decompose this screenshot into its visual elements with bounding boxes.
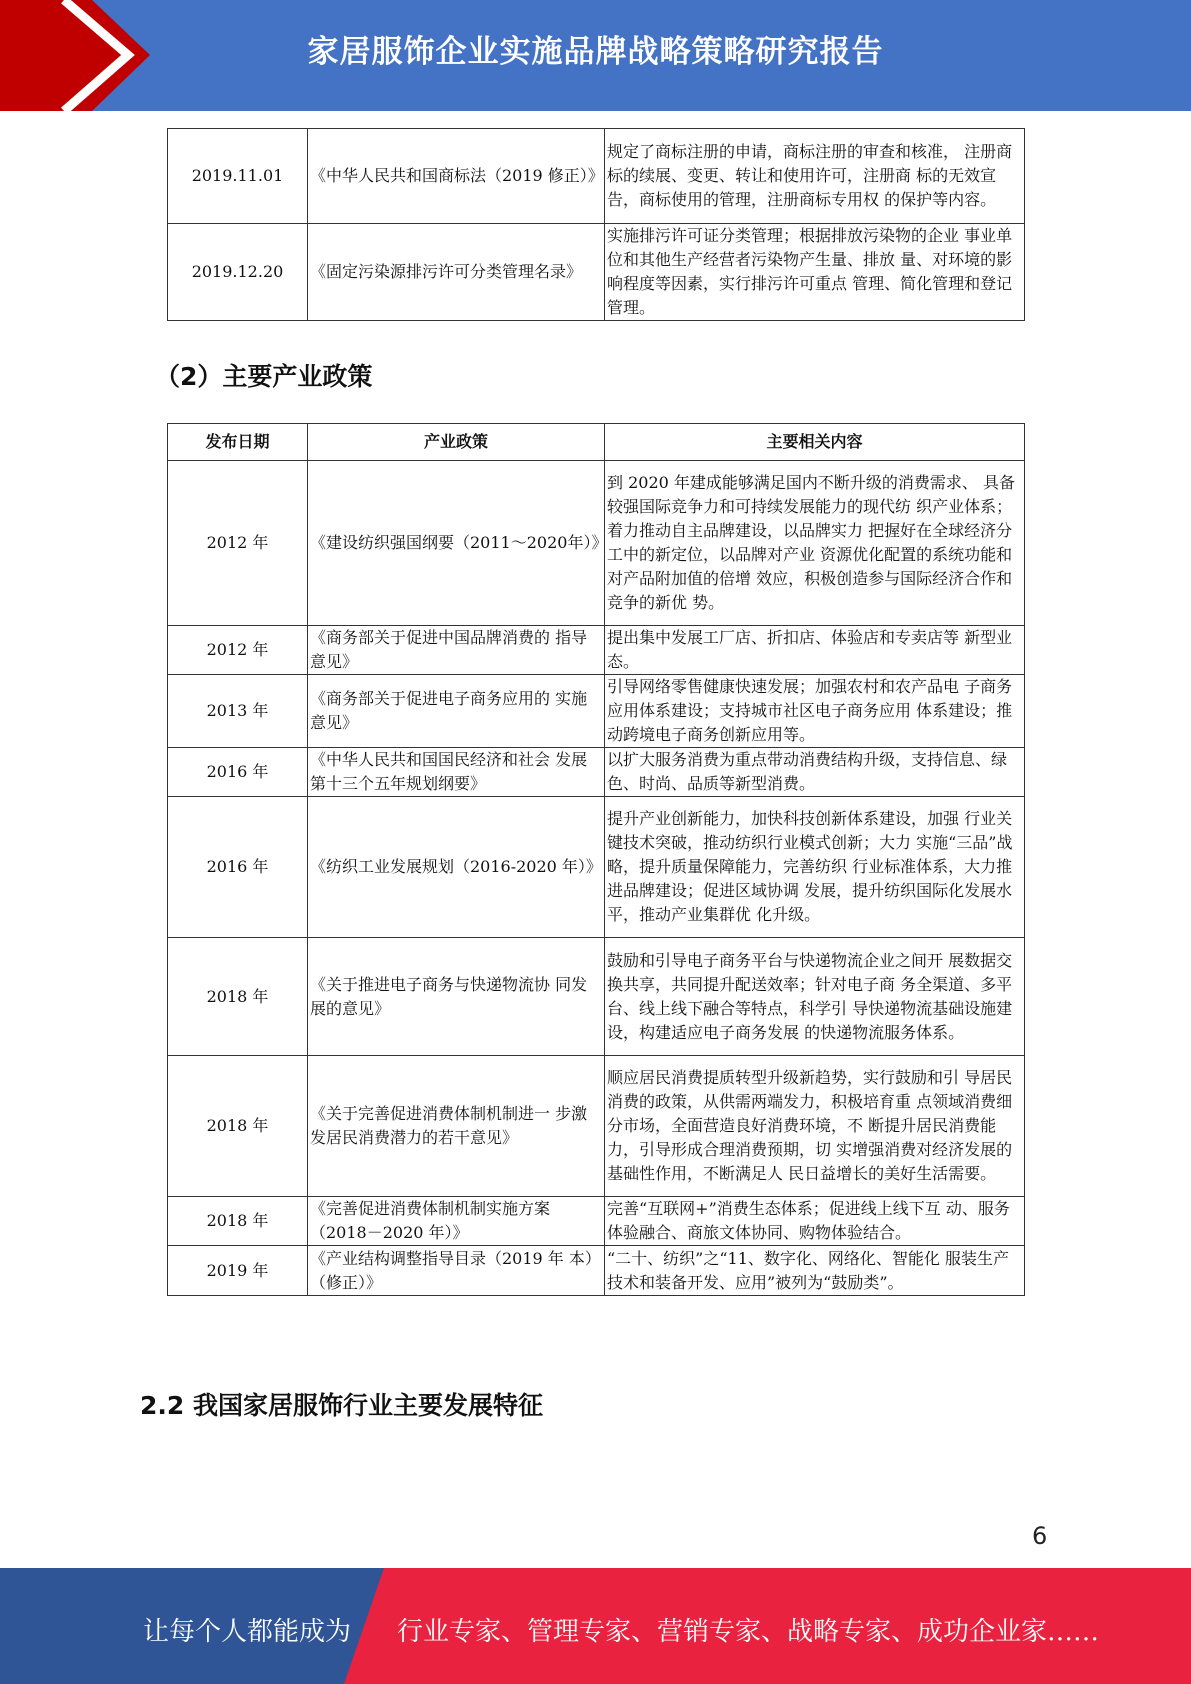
column-header-date: 发布日期 [168, 424, 308, 461]
date-cell: 2012 年 [168, 626, 308, 675]
policy-cell: 《关于完善促进消费体制机制进一 步激发居民消费潜力的若干意见》 [308, 1056, 605, 1197]
policy-cell: 《纺织工业发展规划（2016-2020 年）》 [308, 797, 605, 938]
date-cell: 2018 年 [168, 1056, 308, 1197]
footer-slogan-left: 让每个人都能成为 [143, 1617, 352, 1647]
date-cell: 2012 年 [168, 461, 308, 626]
date-cell: 2019 年 [168, 1246, 308, 1296]
table-row [168, 1197, 1025, 1246]
content-cell: “二十、纺织”之“11、数字化、网络化、智能化 服装生产技术和装备开发、应用”被列为“鼓励类”。 [605, 1246, 1025, 1296]
policy-cell: 《中华人民共和国国民经济和社会 发展第十三个五年规划纲要》 [308, 748, 605, 797]
legal-regulations-table [167, 128, 1025, 321]
header-title: 家居服饰企业实施品牌战略策略研究报告 [307, 34, 884, 70]
date-cell: 2013 年 [168, 675, 308, 748]
table-row [168, 626, 1025, 675]
content-cell: 以扩大服务消费为重点带动消费结构升级，支持信息、绿色、时尚、品质等新型消费。 [605, 748, 1025, 797]
table-row [168, 129, 1025, 224]
policy-cell: 《商务部关于促进中国品牌消费的 指导意见》 [308, 626, 605, 675]
table-row [168, 1056, 1025, 1197]
content-cell: 顺应居民消费提质转型升级新趋势，实行鼓励和引 导居民消费的政策，从供需两端发力，积极培育重 点领域消费细分市场，全面营造良好消费环境，不 断提升居民消费能力，引导形成合理消费预期，切 实增强消费对经济发展的基础性作用，不断满足人 民日益增长的美好生活需要。 [605, 1056, 1025, 1197]
regulation-cell: 《中华人民共和国商标法（2019 修正）》 [308, 129, 605, 224]
table-row [168, 224, 1025, 321]
page-header [0, 0, 1191, 111]
content-cell: 完善“互联网+”消费生态体系；促进线上线下互 动、服务体验融合、商旅文体协同、购物体验结合。 [605, 1197, 1025, 1246]
content-cell: 鼓励和引导电子商务平台与快递物流企业之间开 展数据交换共享，共同提升配送效率；针对电子商 务全渠道、多平台、线上线下融合等特点，科学引 导快递物流基础设施建设，构建适应电子商务发展 的快递物流服务体系。 [605, 938, 1025, 1056]
date-cell: 2019.11.01 [168, 129, 308, 224]
table-row [168, 1246, 1025, 1296]
section-heading-development-features: 2.2 我国家居服饰行业主要发展特征 [140, 1391, 543, 1420]
content-cell: 提出集中发展工厂店、折扣店、体验店和专卖店等 新型业态。 [605, 626, 1025, 675]
footer-slogan-right: 行业专家、管理专家、营销专家、战略专家、成功企业家…… [397, 1617, 1100, 1647]
date-cell: 2016 年 [168, 748, 308, 797]
table-row [168, 938, 1025, 1056]
date-cell: 2018 年 [168, 938, 308, 1056]
content-cell: 到 2020 年建成能够满足国内不断升级的消费需求、 具备较强国际竞争力和可持续发展能力的现代纺 织产业体系；着力推动自主品牌建设，以品牌实力 把握好在全球经济分工中的新定位，以品牌对产业 资源优化配置的系统功能和对产品附加值的倍增 效应，积极创造参与国际经济合作和竞争的新优 势。 [605, 461, 1025, 626]
industry-policy-table [167, 423, 1025, 1296]
page-number: 6 [1032, 1522, 1048, 1550]
table-row [168, 748, 1025, 797]
column-header-policy: 产业政策 [308, 424, 605, 461]
regulation-cell: 《固定污染源排污许可分类管理名录》 [308, 224, 605, 321]
column-header-content: 主要相关内容 [605, 424, 1025, 461]
table-row [168, 675, 1025, 748]
section-heading-industry-policy: （2）主要产业政策 [155, 362, 373, 391]
policy-cell: 《建设纺织强国纲要（2011～2020年）》 [308, 461, 605, 626]
table-header-row [168, 424, 1025, 461]
policy-cell: 《完善促进消费体制机制实施方案（2018－2020 年）》 [308, 1197, 605, 1246]
table-row [168, 461, 1025, 626]
content-cell: 提升产业创新能力，加快科技创新体系建设，加强 行业关键技术突破，推动纺织行业模式创新；大力 实施“三品”战略，提升质量保障能力，完善纺织 行业标准体系，大力推进品牌建设；促进区域协调 发展，提升纺织国际化发展水平，推动产业集群优 化升级。 [605, 797, 1025, 938]
content-cell: 引导网络零售健康快速发展；加强农村和农产品电 子商务应用体系建设；支持城市社区电子商务应用 体系建设；推动跨境电子商务创新应用等。 [605, 675, 1025, 748]
date-cell: 2019.12.20 [168, 224, 308, 321]
content-cell: 规定了商标注册的申请，商标注册的审查和核准， 注册商标的续展、变更、转让和使用许可，注册商 标的无效宣告，商标使用的管理，注册商标专用权 的保护等内容。 [605, 129, 1025, 224]
table-row [168, 797, 1025, 938]
policy-cell: 《产业结构调整指导目录（2019 年 本）（修正）》 [308, 1246, 605, 1296]
policy-cell: 《关于推进电子商务与快递物流协 同发展的意见》 [308, 938, 605, 1056]
date-cell: 2016 年 [168, 797, 308, 938]
content-cell: 实施排污许可证分类管理；根据排放污染物的企业 事业单位和其他生产经营者污染物产生量、排放 量、对环境的影响程度等因素，实行排污许可重点 管理、简化管理和登记管理。 [605, 224, 1025, 321]
date-cell: 2018 年 [168, 1197, 308, 1246]
policy-cell: 《商务部关于促进电子商务应用的 实施意见》 [308, 675, 605, 748]
